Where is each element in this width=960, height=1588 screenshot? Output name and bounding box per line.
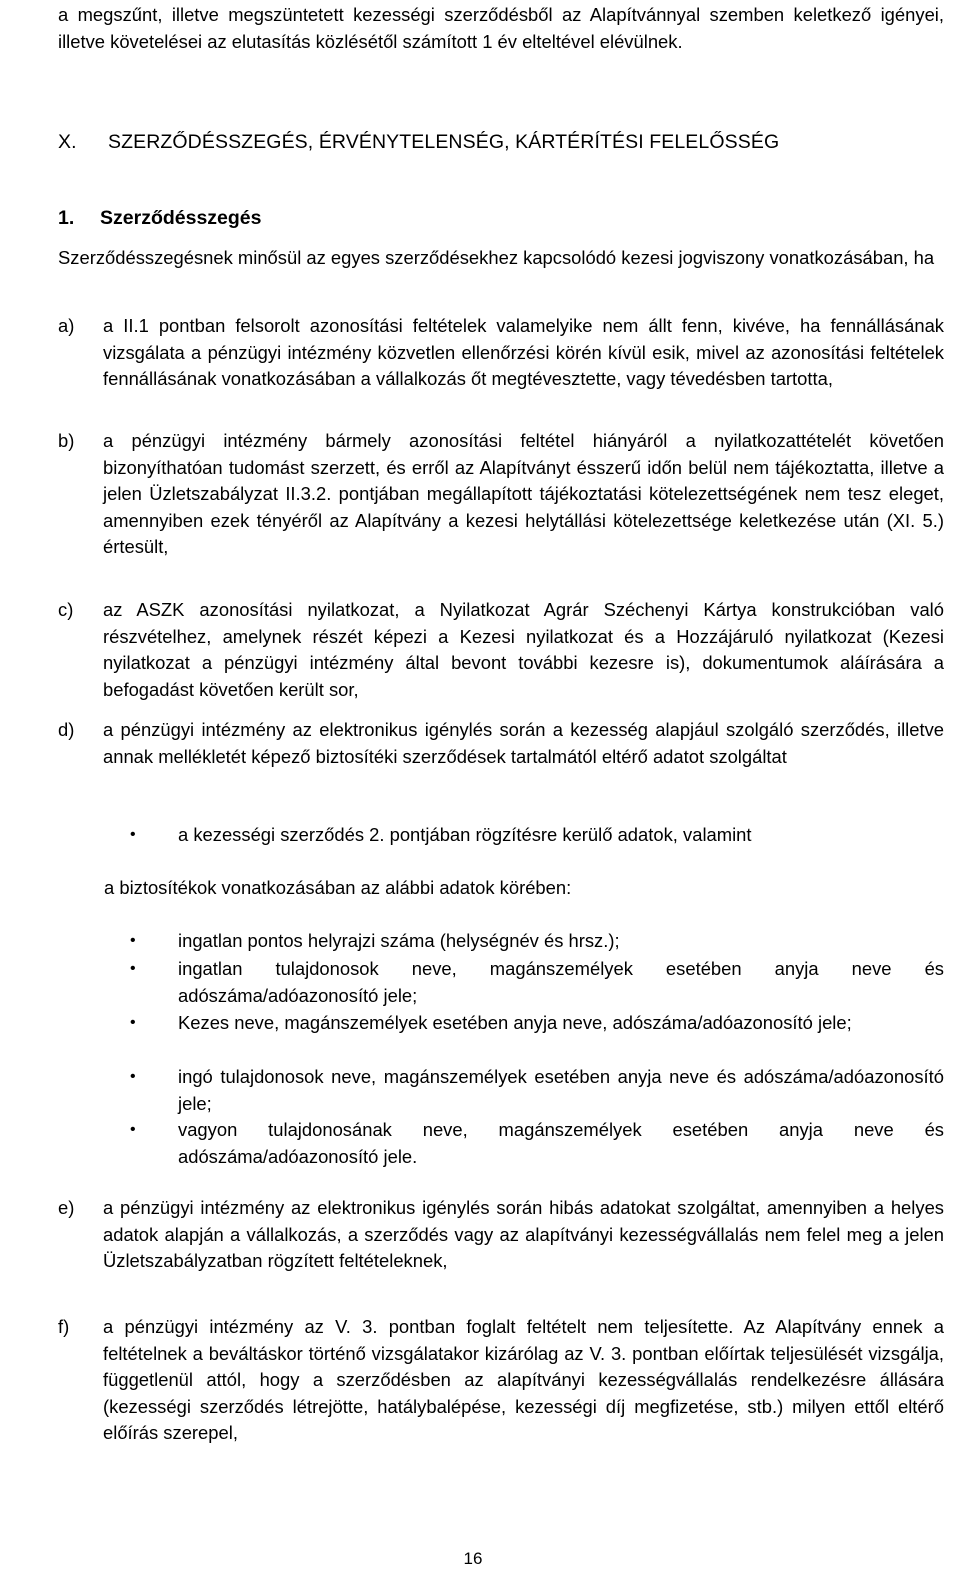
list-item-marker: a) — [58, 315, 75, 336]
list-item-c — [58, 597, 944, 703]
chapter-title: SZERZŐDÉSSZEGÉS, ÉRVÉNYTELENSÉG, KÁRTÉRÍTÉSI FELELŐSSÉG — [108, 131, 780, 153]
section-title: Szerződésszegés — [100, 207, 262, 229]
list-item-text: az ASZK azonosítási nyilatkozat, a Nyilatkozat Agrár Széchenyi Kártya konstrukcióban való részvételhez, amelynek részét képezi a Kezesi nyilatkozat és a Hozzájáruló nyilatkozat (Kezesi nyilatkozat a pénzügyi intézmény által bevont további kezesre is), dokumentumok aláírására a befogadást követően került sor, — [103, 599, 944, 700]
list-item-text: a pénzügyi intézmény az elektronikus igénylés során a kezesség alapjául szolgáló szerződés, illetve annak mellékletét képező biztosítéki szerződések tartalmától eltérő adatot szolgáltat — [103, 719, 944, 767]
bullet-item — [130, 1117, 944, 1170]
section-heading — [58, 204, 262, 232]
intro-paragraph: a megszűnt, illetve megszüntetett kezességi szerződésből az Alapítvánnyal szemben keletkező igényei, illetve követelései az elutasítás közlésétől számított 1 év elteltével elévülnek. — [58, 4, 944, 52]
bullet-icon: • — [130, 1068, 136, 1085]
bullet-item — [130, 822, 944, 849]
bullet-text: vagyon tulajdonosának neve, magánszemélyek esetében anyja neve és adószáma/adóazonosító jele. — [178, 1119, 944, 1167]
chapter-heading — [58, 128, 779, 156]
bullet-item — [130, 1010, 944, 1037]
list-item-marker: b) — [58, 430, 75, 451]
list-item-e — [58, 1195, 944, 1275]
bullet-icon: • — [130, 826, 136, 843]
list-item-f — [58, 1314, 944, 1447]
list-item-text: a pénzügyi intézmény az elektronikus igénylés során hibás adatokat szolgáltat, amennyiben a helyes adatok alapján a vállalkozás, a szerződés vagy az alapítványi kezességvállalás nem felel meg a jelen Üzletszabályzatban rögzített feltételeknek, — [103, 1197, 944, 1272]
list-item-text: a pénzügyi intézmény bármely azonosítási feltétel hiányáról a nyilatkozattételét követően bizonyíthatóan tudomást szerzett, és erről az Alapítványt ésszerű időn belül nem tájékoztatta, illetve a jelen Üzletszabályzat II.3.2. pontjában megállapított tájékoztatási kötelezettségének nem tesz eleget, amennyiben ezek tényéről az Alapítvány a kezesi helytállási kötelezettsége keletkezése után (XI. 5.) értesült, — [103, 430, 944, 558]
list-item-marker: c) — [58, 599, 74, 620]
sub-lead-paragraph: a biztosítékok vonatkozásában az alábbi adatok körében: — [104, 877, 572, 898]
bullet-icon: • — [130, 1014, 136, 1031]
bullet-text: ingatlan pontos helyrajzi száma (helységnév és hrsz.); — [178, 930, 620, 951]
section-lead-paragraph: Szerződésszegésnek minősül az egyes szerződésekhez kapcsolódó kezesi jogviszony vonatkozásában, ha — [58, 247, 935, 268]
chapter-number: X. — [58, 131, 77, 153]
bullet-icon: • — [130, 960, 136, 977]
list-item-a — [58, 313, 944, 393]
bullet-item — [130, 956, 944, 1009]
bullet-text: Kezes neve, magánszemélyek esetében anyja neve, adószáma/adóazonosító jele; — [178, 1012, 852, 1033]
list-item-d — [58, 717, 944, 770]
list-item-text: a II.1 pontban felsorolt azonosítási feltételek valamelyike nem állt fenn, kivéve, ha fennállásának vizsgálata a pénzügyi intézmény közvetlen ellenőrzési körén kívül esik, mivel az azonosítási feltételek fennállásának vonatkozásában a vállalkozás őt megtévesztette, vagy tévedésben tartotta, — [103, 315, 944, 390]
bullet-text: ingatlan tulajdonosok neve, magánszemélyek esetében anyja neve és adószáma/adóazonosító jele; — [178, 958, 944, 1006]
bullet-item — [130, 1064, 944, 1117]
bullet-text: a kezességi szerződés 2. pontjában rögzítésre kerülő adatok, valamint — [178, 824, 752, 845]
list-item-marker: f) — [58, 1316, 70, 1337]
bullet-icon: • — [130, 932, 136, 949]
list-item-marker: d) — [58, 719, 75, 740]
bullet-icon: • — [130, 1121, 136, 1138]
section-number: 1. — [58, 207, 75, 229]
bullet-text: ingó tulajdonosok neve, magánszemélyek esetében anyja neve és adószáma/adóazonosító jele; — [178, 1066, 944, 1114]
bullet-item — [130, 928, 944, 955]
list-item-b — [58, 428, 944, 561]
list-item-marker: e) — [58, 1197, 75, 1218]
page-number: 16 — [463, 1549, 483, 1568]
list-item-text: a pénzügyi intézmény az V. 3. pontban foglalt feltételt nem teljesítette. Az Alapítvány ennek a feltételnek a beváltáskor történő vizsgálatakor kizárólag az V. 3. pontban előírtak teljesülését vizsgálja, függetlenül attól, hogy a szerződésben az alapítványi kezességvállalás rendelkezésre állására (kezességi szerződés létrejötte, hatálybalépése, kezességi díj megfizetése, stb.) milyen ettől eltérő előírás szerepel, — [103, 1316, 944, 1444]
